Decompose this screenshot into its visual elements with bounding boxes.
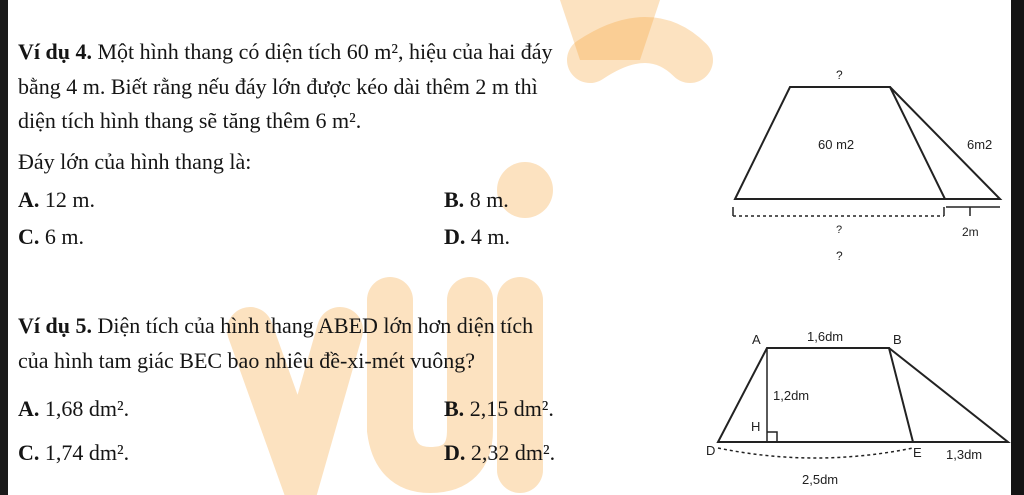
ex4-area-label: 60 m2: [818, 137, 855, 152]
ex4-line2: bằng 4 m. Biết rằng nếu đáy lớn được kéo dài thêm 2 m thì: [18, 74, 538, 99]
ex4-question: Đáy lớn của hình thang là:: [18, 149, 252, 174]
ex5-option-b-text: 2,15 dm².: [469, 396, 554, 421]
ex5-line1-text: Diện tích của hình thang ABED lớn hơn diện tích: [97, 313, 534, 338]
ex5-top-base-label: 1,6dm: [807, 329, 844, 344]
ex5-option-a-letter: A.: [18, 396, 40, 421]
ex5-heading: Ví dụ 5.: [18, 313, 92, 338]
ex5-line2: của hình tam giác BEC bao nhiêu đề-xi-mét vuông?: [18, 348, 475, 373]
ex5-height-label: 1,2dm: [773, 388, 810, 403]
ex5-right-angle-mark: [767, 432, 777, 442]
ex5-option-d-letter: D.: [444, 440, 466, 465]
ex5-option-c-letter: C.: [18, 440, 40, 465]
ex4-option-a-text: 12 m.: [44, 187, 96, 212]
ex5-label-e: E: [913, 445, 922, 460]
ex5-ec-label: 1,3dm: [946, 447, 983, 462]
ex4-trapezoid-figure: [733, 87, 1000, 216]
ex4-bottom-q1: ?: [836, 224, 843, 236]
ex5-option-d-text: 2,32 dm².: [470, 440, 556, 465]
ex5-trapezoid-abed: [718, 348, 913, 442]
ex5-option-b-letter: B.: [444, 396, 465, 421]
ex5-label-b: B: [893, 332, 902, 347]
ex5-option-c-text: 1,74 dm².: [44, 440, 130, 465]
ex4-top-label: ?: [836, 68, 843, 82]
ex4-extension-label: 2m: [962, 225, 979, 239]
ex5-label-a: A: [752, 332, 761, 347]
ex4-option-d-text: 4 m.: [470, 224, 511, 249]
ex5-option-a-text: 1,68 dm².: [44, 396, 130, 421]
ex4-option-d-letter: D.: [444, 224, 466, 249]
ex4-option-c-letter: C.: [18, 224, 40, 249]
ex5-de-brace: [718, 448, 913, 458]
ex4-heading: Ví dụ 4.: [18, 39, 92, 64]
ex4-option-b-letter: B.: [444, 187, 465, 212]
ex4-extra-area-label: 6m2: [967, 137, 993, 152]
ex4-line1-text: Một hình thang có diện tích 60 m², hiệu của hai đáy: [97, 39, 553, 64]
ex5-label-d: D: [706, 443, 716, 458]
ex4-option-c-text: 6 m.: [44, 224, 85, 249]
ex4-option-a-letter: A.: [18, 187, 40, 212]
ex5-triangle-bec: [889, 348, 1008, 442]
ex4-line3: diện tích hình thang sẽ tăng thêm 6 m².: [18, 108, 362, 133]
ex5-figure: [718, 348, 1008, 458]
ex5-label-h: H: [751, 419, 761, 434]
ex5-de-label: 2,5dm: [802, 472, 839, 487]
ex4-option-b-text: 8 m.: [469, 187, 509, 212]
ex4-bottom-q2: ?: [836, 249, 843, 263]
